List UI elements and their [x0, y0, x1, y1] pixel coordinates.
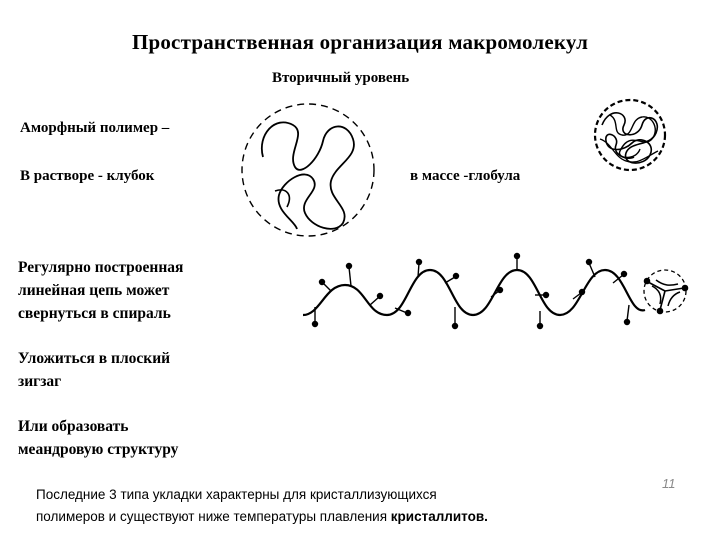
- structures-text-block: [18, 256, 258, 461]
- footer-line-2: [36, 506, 636, 528]
- footer-bold-word: кристаллитов.: [390, 509, 488, 524]
- page-number: 11: [662, 476, 676, 491]
- structures-line: линейная цепь может: [18, 282, 170, 299]
- footer-line-1: Последние 3 типа укладки характерны для кристаллизующихся: [36, 487, 437, 502]
- amorphous-polymer-label: Аморфный полимер –: [20, 120, 170, 136]
- slide-title: Пространственная организация макромолекул: [131, 30, 589, 54]
- solution-coil-label: В растворе - клубок: [20, 168, 155, 184]
- structures-line: Или образовать: [18, 418, 129, 435]
- slide-subtitle: Вторичный уровень: [272, 70, 410, 86]
- structures-line: зигзаг: [18, 373, 62, 390]
- helix-chain-diagram: [295, 255, 695, 345]
- helix-end-view-diagram: [640, 266, 690, 316]
- mass-globule-label: в массе -глобула: [410, 168, 521, 184]
- structures-line: меандровую структуру: [18, 441, 179, 458]
- structures-line: Регулярно построенная: [18, 259, 184, 276]
- structures-line: Уложиться в плоский: [18, 350, 171, 367]
- structures-line: свернуться в спираль: [18, 305, 171, 322]
- globule-diagram: [590, 95, 670, 175]
- footer-note: [36, 484, 636, 528]
- coil-diagram: [235, 95, 385, 245]
- footer-line-2-text: полимеров и существуют ниже температуры плавления: [36, 509, 391, 524]
